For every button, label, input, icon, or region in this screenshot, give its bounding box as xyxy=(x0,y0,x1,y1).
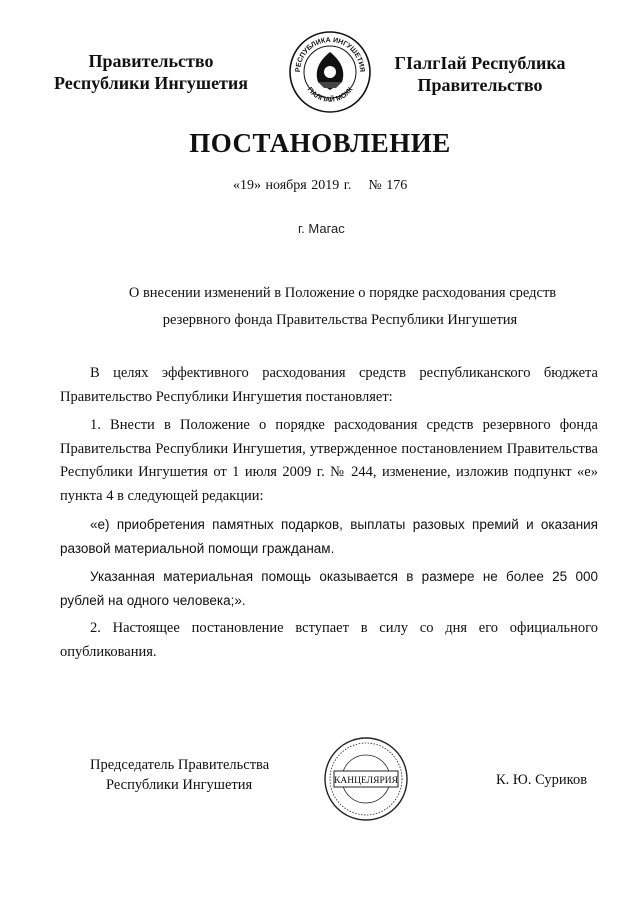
document-number: № 176 xyxy=(368,178,408,193)
document-city: г. Магас xyxy=(298,221,345,236)
paragraph-subitem-e: «е) приобретения памятных подарков, выплаты разовых премий и оказания разовой материальной помощи гражданам. xyxy=(60,517,598,556)
office-stamp-seal xyxy=(322,735,410,823)
signatory-title-line2: Республики Ингушетия xyxy=(106,777,253,793)
header-right-line1: ГIалгIай Республика xyxy=(394,53,566,73)
document-type-title: ПОСТАНОВЛЕНИЕ xyxy=(189,128,451,158)
document-date: «19» ноября 2019 г. xyxy=(233,178,352,193)
subject-line2: резервного фонда Правительства Республики Ингушетия xyxy=(162,312,518,328)
date-number-line xyxy=(233,178,407,194)
header-left xyxy=(46,50,256,94)
header-left-line1: Правительство xyxy=(88,51,214,71)
paragraph-item-2: 2. Настоящее постановление вступает в силу со дня его официального опубликования. xyxy=(60,620,598,660)
subject-line1: О внесении изменений в Положение о порядке расходования средств xyxy=(128,285,557,301)
signatory-title-line1: Председатель Правительства xyxy=(90,757,270,773)
svg-text:РЕСПУБЛИКА ИНГУШЕТИЯ: РЕСПУБЛИКА ИНГУШЕТИЯ xyxy=(294,36,366,73)
paragraph-assistance-limit: Указанная материальная помощь оказывается в размере не более 25 000 рублей на одного человека;». xyxy=(60,569,598,608)
signatory-name: К. Ю. Суриков xyxy=(496,772,588,788)
header-left-line2: Республики Ингушетия xyxy=(53,73,249,93)
stamp-text: КАНЦЕЛЯРИЯ xyxy=(334,776,398,786)
signatory-title xyxy=(90,755,290,795)
paragraph-item-1: 1. Внести в Положение о порядке расходования средств резервного фонда Правительства Республики Ингушетия, утвержденное постановлением Правительства Республики Ингушетия от 1 июля 2009 г. № 244, изменение, изложив подпункт «е» пункта 4 в следующей редакции: xyxy=(60,417,598,504)
paragraph-preamble: В целях эффективного расходования средств республиканского бюджета Правительство Республики Ингушетия постановляет: xyxy=(60,365,598,405)
svg-text:ГIАЛГIАЙ МОХК: ГIАЛГIАЙ МОХК xyxy=(305,86,355,104)
header-right xyxy=(380,52,580,96)
header-right-line2: Правительство xyxy=(417,75,543,95)
document-subject xyxy=(0,280,640,334)
document-body xyxy=(60,362,598,664)
coat-of-arms-emblem xyxy=(288,30,372,114)
